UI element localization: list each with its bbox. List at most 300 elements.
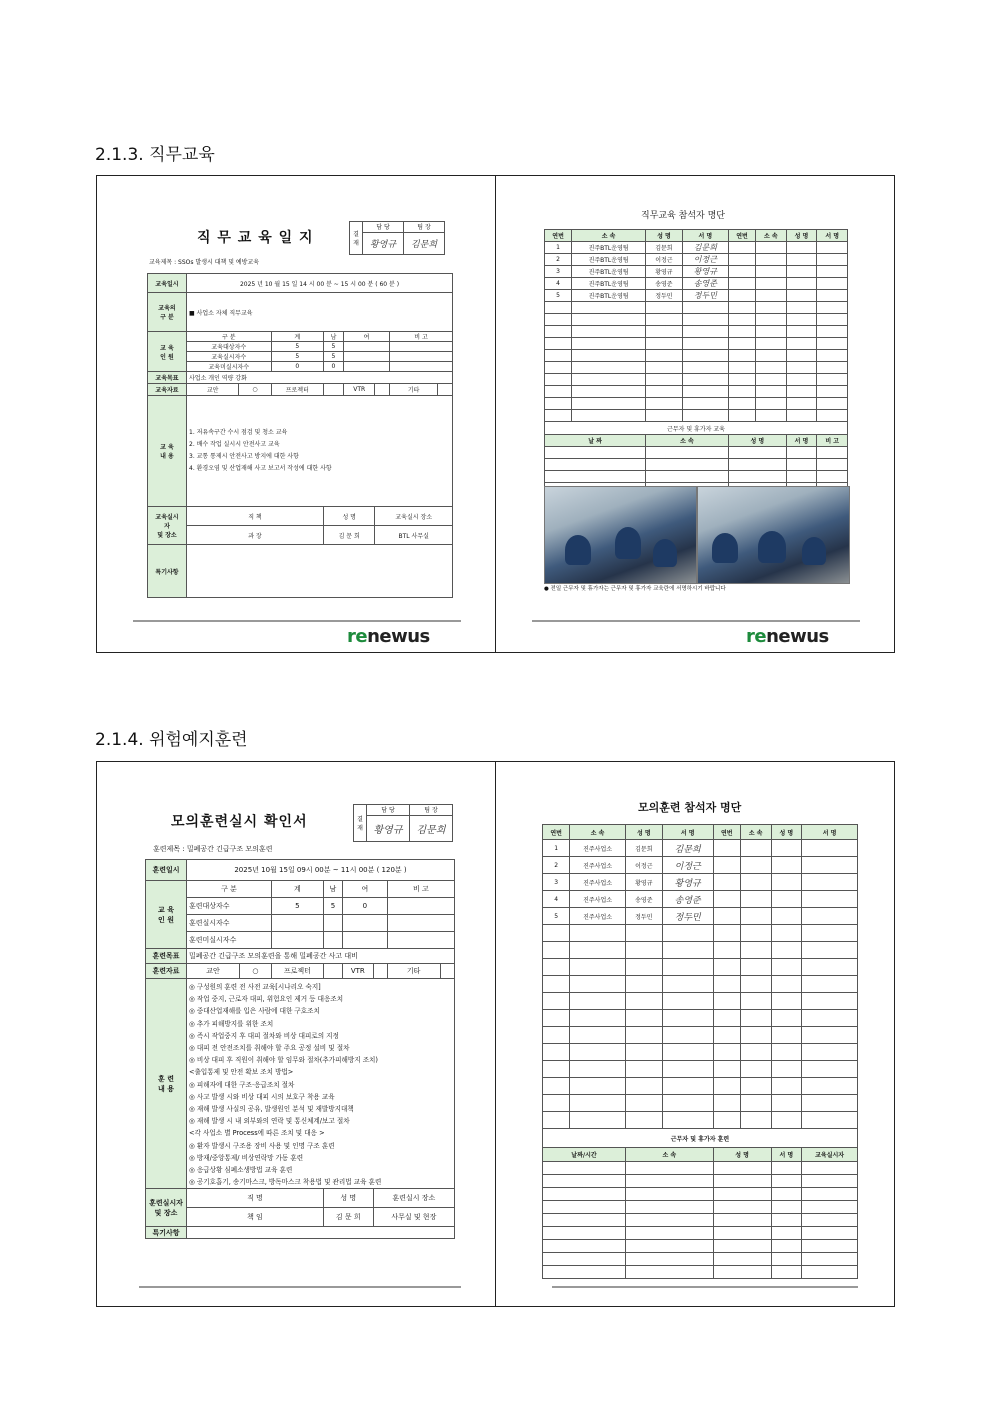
cell [389,362,452,372]
cell: ○ [240,964,272,979]
cell: 교안 [187,964,240,979]
content-item: ◎ 재해 발생 시 내 외부와의 연락 및 통신체계/보고 절차 [189,1117,350,1126]
cell: 이정근 [646,254,683,266]
cell: 송영준 [625,891,662,908]
empty-cell [728,302,755,314]
training-photo [697,486,850,584]
table-row [545,254,848,266]
empty-cell [802,1027,858,1044]
empty-cell [802,1061,858,1078]
col-header: 성 명 [728,435,786,447]
col-header: 연번 [543,825,570,840]
empty-cell [646,374,683,386]
empty-cell [713,1078,740,1095]
row-label: 특기사항 [148,545,187,598]
empty-cell [572,374,646,386]
empty-cell [545,398,572,410]
cell: 계 [271,332,323,342]
cell: 2 [543,857,570,874]
cell: 3 [543,874,570,891]
row-label: 교육의 구 분 [148,293,187,332]
doc-subject: 훈련제목 : 밀폐공간 긴급구조 모의훈련 [153,845,273,853]
signature: 이정근 [682,254,728,266]
content-item: ◎ 피해자에 대한 구조·응급조치 절차 [189,1080,295,1089]
signature: 정두민 [682,290,728,302]
cell: 진주사업소 [570,874,626,891]
cell: 교육대상자수 [187,342,272,352]
approval-label: 결 재 [350,222,363,255]
empty-cell [662,959,713,976]
col-header: 성 명 [625,825,662,840]
cell: 직 책 [187,507,324,526]
content-item: ◎ 방재/중앙통제/ 비상연락망 가동 훈련 [189,1153,304,1162]
divider [139,1286,461,1288]
empty-cell [646,459,729,471]
empty-cell [817,374,848,386]
empty-cell [756,350,787,362]
empty-cell [543,1044,570,1061]
empty-cell [545,374,572,386]
empty-cell [756,302,787,314]
logo-text: newus [766,626,829,647]
empty-row [543,1027,858,1044]
date-value: 2025년 10월 15일 09시 00분 ~ 11시 00분 ( 120분 ) [187,860,455,881]
empty-cell [682,398,728,410]
empty-cell [543,1175,626,1188]
cell [802,908,858,925]
cell: 2 [545,254,572,266]
content-item: <출입통제 및 안전 확보 조치 방법> [189,1068,294,1077]
empty-cell [625,1201,713,1214]
cell: 진주사업소 [570,857,626,874]
empty-cell [771,1010,802,1027]
empty-cell [771,942,802,959]
empty-cell [817,386,848,398]
cell: 사무실 및 현장 [373,1208,454,1227]
approval-role: 팀 장 [404,222,445,233]
empty-cell [570,959,626,976]
empty-row [545,326,848,338]
empty-cell [646,350,683,362]
empty-row [543,959,858,976]
empty-cell [646,338,683,350]
empty-cell [625,1112,662,1129]
empty-cell [543,1078,570,1095]
empty-cell [756,410,787,422]
table-row [545,266,848,278]
content-item: 2. 배수 작업 실시시 안전사고 교육 [189,441,280,448]
empty-cell [545,386,572,398]
empty-row [543,1112,858,1129]
cell: 0 [342,898,387,915]
empty-cell [543,1214,626,1227]
empty-cell [817,326,848,338]
cell [387,932,454,949]
empty-cell [646,398,683,410]
cell: 5 [323,352,343,362]
empty-cell [572,302,646,314]
cell: 훈련대상자수 [187,898,272,915]
empty-cell [728,386,755,398]
empty-cell [740,976,771,993]
cell: 1 [543,840,570,857]
empty-cell [713,1010,740,1027]
empty-cell [728,350,755,362]
empty-cell [543,1240,626,1253]
empty-cell [740,1027,771,1044]
empty-cell [646,314,683,326]
cell [771,874,802,891]
cell: 교안 [187,384,239,396]
signature: 이정근 [662,857,713,874]
cell [440,964,454,979]
empty-cell [625,1253,713,1266]
content-item: ◎ 사고 발생 시와 비상 대피 시의 보호구 착용 교육 [189,1092,335,1101]
empty-cell [625,1266,713,1279]
empty-row [545,302,848,314]
empty-cell [771,1078,802,1095]
table-row [543,874,858,891]
col-header: 비 고 [817,435,848,447]
col-header: 성 명 [786,230,817,242]
signature: 송영준 [682,278,728,290]
empty-cell [771,993,802,1010]
cell [817,278,848,290]
empty-cell [543,1201,626,1214]
empty-cell [740,1010,771,1027]
cell [802,874,858,891]
cell [323,932,342,949]
empty-cell [662,1010,713,1027]
empty-cell [728,326,755,338]
cell [728,278,755,290]
empty-cell [771,1095,802,1112]
empty-row [543,993,858,1010]
empty-cell [786,374,817,386]
empty-cell [625,1214,713,1227]
row-label: 훈 련 내 용 [146,979,187,1189]
empty-cell [713,959,740,976]
cell: 진주사업소 [570,891,626,908]
empty-cell [802,1112,858,1129]
cell: 훈련실시 장소 [373,1189,454,1208]
empty-cell [713,1201,771,1214]
empty-cell [713,1175,771,1188]
cell [343,352,389,362]
col-header: 성 명 [713,1148,771,1162]
cell [713,840,740,857]
empty-cell [713,1061,740,1078]
cell [740,857,771,874]
row-label: 교육목표 [148,372,187,384]
cell [343,362,389,372]
empty-cell [728,459,786,471]
col-header: 서 명 [662,825,713,840]
cell [323,915,342,932]
cell: VTR [342,964,373,979]
doc-title: 모의훈련실시 확인서 [171,814,308,830]
cell [389,352,452,362]
row-label: 교육일시 [148,274,187,293]
cell: 진주BTL운영팀 [572,242,646,254]
empty-cell [756,398,787,410]
cell: ○ [239,384,271,396]
document-frame [96,175,895,653]
col-header: 연번 [545,230,572,242]
signature: 황영규 [662,874,713,891]
divider [532,620,860,622]
col-header: 연번 [713,825,740,840]
training-photo [544,486,697,584]
signature: 김문희 [682,242,728,254]
content-list [187,396,453,507]
logo-re: re [347,626,368,647]
cell: 1 [545,242,572,254]
empty-cell [728,314,755,326]
cell: 0 [271,362,323,372]
cell: 송영준 [646,278,683,290]
cell [323,964,342,979]
empty-cell [570,1010,626,1027]
empty-cell [572,386,646,398]
empty-cell [713,1112,740,1129]
empty-cell [728,362,755,374]
empty-cell [802,1175,858,1188]
cell [786,290,817,302]
empty-row [545,410,848,422]
empty-cell [625,1175,713,1188]
cell: 진주BTL운영팀 [572,290,646,302]
cell: 진주사업소 [570,908,626,925]
empty-cell [543,1188,626,1201]
empty-cell [802,1095,858,1112]
empty-cell [625,1240,713,1253]
empty-cell [625,925,662,942]
empty-cell [802,1227,858,1240]
empty-cell [543,993,570,1010]
empty-cell [771,1214,802,1227]
empty-row [545,398,848,410]
cell [713,874,740,891]
empty-cell [802,993,858,1010]
notes-value [187,1227,455,1239]
empty-row [545,350,848,362]
cell: 과 장 [187,526,324,545]
cell: 황영규 [646,266,683,278]
empty-cell [570,1061,626,1078]
cell [342,932,387,949]
cell [713,891,740,908]
cell [740,840,771,857]
cell: 황영규 [625,874,662,891]
drill-log-panel [97,762,496,1306]
training-log-table [147,273,453,598]
document-frame [96,761,895,1307]
empty-cell [756,314,787,326]
cell [271,915,323,932]
empty-cell [802,1240,858,1253]
content-item: 1. 저유속구간 수시 점검 및 청소 교육 [189,429,288,436]
empty-cell [545,410,572,422]
absent-title: 근무자 및 휴가자 훈련 [543,1129,858,1148]
empty-cell [662,993,713,1010]
cell [728,266,755,278]
table-row [543,891,858,908]
cell: 비 고 [387,881,454,898]
cell: 남 [323,332,343,342]
cell: 책 임 [187,1208,324,1227]
empty-cell [543,1253,626,1266]
empty-cell [771,925,802,942]
cell: 김문희 [646,242,683,254]
empty-cell [771,976,802,993]
section-title: 2.1.3. 직무교육 [95,145,215,165]
empty-cell [771,1240,802,1253]
empty-cell [771,1266,802,1279]
empty-cell [682,338,728,350]
table-row [543,908,858,925]
col-header: 소 속 [625,1148,713,1162]
empty-cell [545,471,646,483]
footnote: ● 전일 근무자 및 휴가자는 근무자 및 휴가자 교육란에 서명하시기 바랍니다 [544,586,726,592]
row-label: 교 육 인 원 [146,881,187,949]
col-header: 성 명 [646,230,683,242]
empty-cell [662,1095,713,1112]
empty-cell [817,302,848,314]
cell [323,384,343,396]
empty-cell [625,1061,662,1078]
empty-cell [817,350,848,362]
approval-signature: 황영규 [363,232,404,254]
empty-cell [545,362,572,374]
empty-cell [771,1027,802,1044]
empty-cell [713,1240,771,1253]
col-header: 소 속 [740,825,771,840]
roster-title: 직무교육 참석자 명단 [641,211,725,221]
divider [133,620,461,622]
empty-cell [786,350,817,362]
empty-cell [756,362,787,374]
empty-cell [572,326,646,338]
empty-cell [572,314,646,326]
cell [771,857,802,874]
content-item: ◎ 공기호흡기, 송기마스크, 방독마스크 착용법 및 관리법 교육 훈련 [189,1178,382,1187]
empty-cell [572,410,646,422]
empty-cell [625,959,662,976]
empty-row [543,1061,858,1078]
empty-cell [646,302,683,314]
empty-cell [662,1044,713,1061]
cell: 기타 [389,384,437,396]
cell: 진주사업소 [570,840,626,857]
cell [375,384,390,396]
cell [817,290,848,302]
row-label: 훈련자료 [146,964,187,979]
signature: 김문희 [662,840,713,857]
col-header: 연번 [728,230,755,242]
empty-cell [756,338,787,350]
empty-cell [570,925,626,942]
section-title: 2.1.4. 위험예지훈련 [95,730,248,750]
empty-cell [682,314,728,326]
date-value: 2025 년 10 월 15 일 14 시 00 분 ~ 15 시 00 분 ( 60 분 ) [187,274,453,293]
empty-cell [740,1078,771,1095]
cell: 5 [271,342,323,352]
empty-cell [625,1227,713,1240]
cell: 진주BTL운영팀 [572,266,646,278]
empty-cell [682,362,728,374]
cell [713,908,740,925]
empty-cell [625,1010,662,1027]
doc-title: 직 무 교 육 일 지 [197,230,314,246]
col-header: 소 속 [646,435,729,447]
empty-cell [786,314,817,326]
empty-cell [817,459,848,471]
empty-cell [728,338,755,350]
cell [728,290,755,302]
table-row [545,290,848,302]
cell [817,254,848,266]
empty-cell [543,1112,570,1129]
empty-cell [625,976,662,993]
cell [786,266,817,278]
empty-cell [786,326,817,338]
empty-cell [646,447,729,459]
empty-cell [771,1162,802,1175]
cell: 4 [543,891,570,908]
empty-row [543,1010,858,1027]
signature: 송영준 [662,891,713,908]
empty-row [545,338,848,350]
row-label: 교 육 내 용 [148,396,187,507]
empty-cell [771,959,802,976]
empty-cell [713,1162,771,1175]
cell [389,342,452,352]
empty-cell [817,338,848,350]
cell: 성 명 [323,1189,373,1208]
col-header: 서 명 [786,435,817,447]
col-header: 소 속 [570,825,626,840]
empty-cell [625,1078,662,1095]
empty-cell [771,1061,802,1078]
approval-signature: 김문희 [404,232,445,254]
empty-cell [662,1078,713,1095]
empty-cell [646,326,683,338]
renewus-logo [347,626,430,647]
empty-cell [682,302,728,314]
empty-cell [817,410,848,422]
roster-panel [496,176,894,652]
col-header: 날짜/시간 [543,1148,626,1162]
cell [802,891,858,908]
cell: 구 분 [187,332,272,342]
table-row [545,278,848,290]
empty-cell [817,398,848,410]
empty-cell [802,976,858,993]
table-row [543,840,858,857]
empty-cell [545,314,572,326]
cell: 여 [342,881,387,898]
empty-cell [682,386,728,398]
col-header: 서 명 [802,825,858,840]
empty-cell [646,386,683,398]
empty-cell [802,1010,858,1027]
empty-cell [728,398,755,410]
cell [817,242,848,254]
cell [802,840,858,857]
signature: 정두민 [662,908,713,925]
empty-cell [570,1027,626,1044]
